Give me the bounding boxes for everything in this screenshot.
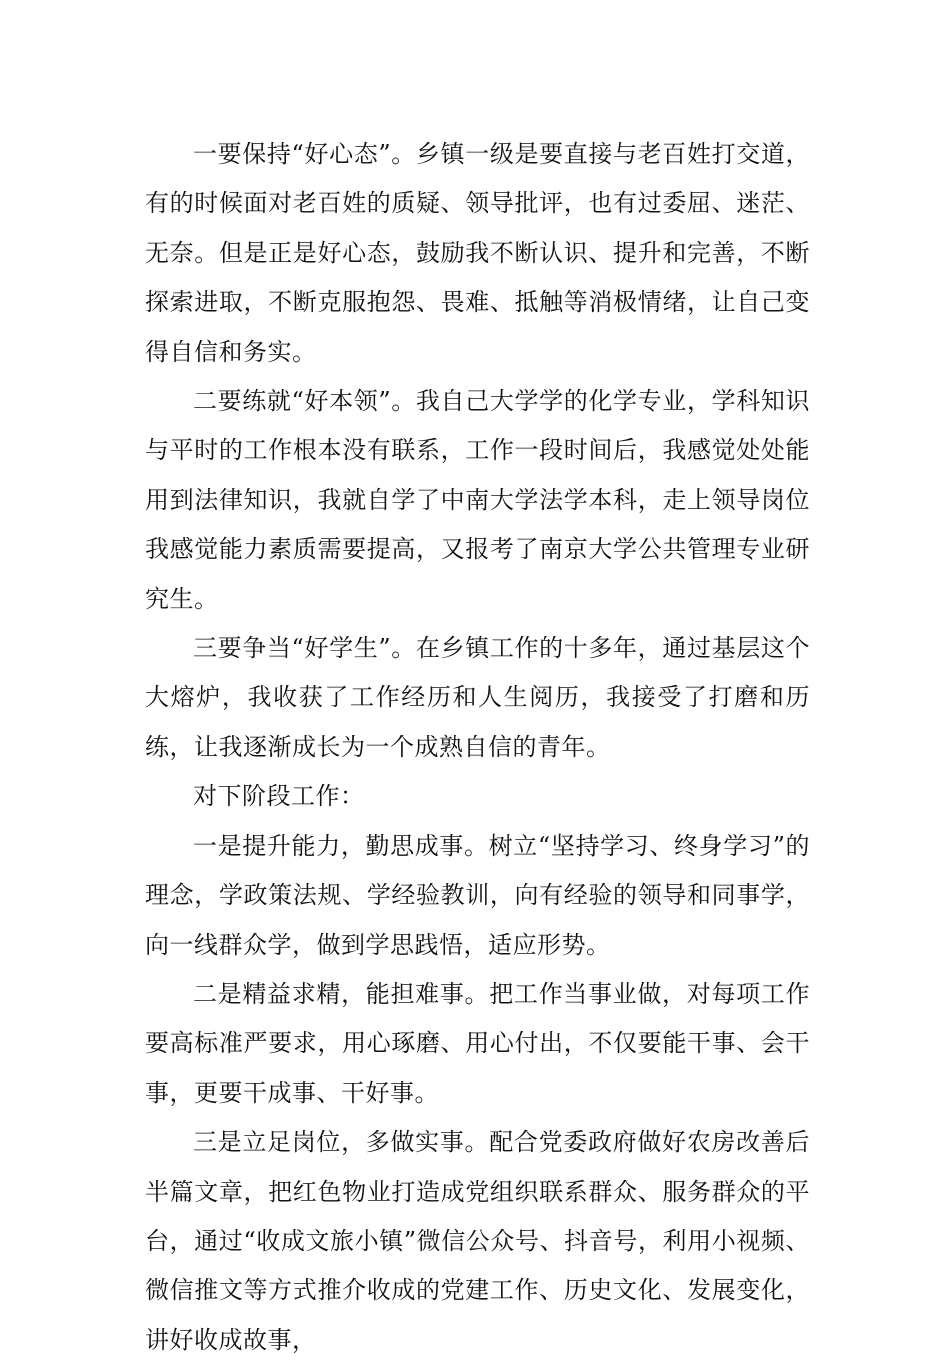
paragraph-improve-ability: 一是提升能力，勤思成事。树立“坚持学习、终身学习”的理念，学政策法规、学经验教训，向有经验的领导和同事学，向一线群众学，做到学思践悟，适应形势。 [145, 831, 810, 959]
paragraph-good-student: 三要争当“好学生”。在乡镇工作的十多年，通过基层这个大熔炉，我收获了工作经历和人生阅历，我接受了打磨和历练，让我逐渐成长为一个成熟自信的青年。 [145, 634, 810, 761]
paragraph-good-skills: 二要练就“好本领”。我自己大学学的化学专业，学科知识与平时的工作根本没有联系，工作一段时间后，我感觉处处能用到法律知识，我就自学了中南大学法学本科，走上领导岗位我感觉能力素质需要提高，又报考了南京大学公共管理专业研究生。 [145, 387, 810, 613]
paragraph-strive-excellence: 二是精益求精，能担难事。把工作当事业做，对每项工作要高标准严要求，用心琢磨、用心付出，不仅要能干事、会干事，更要干成事、干好事。 [145, 979, 810, 1107]
paragraph-next-stage-heading: 对下阶段工作： [193, 782, 365, 811]
paragraph-good-attitude: 一要保持“好心态”。乡镇一级是要直接与老百姓打交道，有的时候面对老百姓的质疑、领导批评，也有过委屈、迷茫、无奈。但是正是好心态，鼓励我不断认识、提升和完善，不断探索进取，不断克服抱怨、畏难、抵触等消极情绪，让自己变得自信和务实。 [145, 140, 810, 366]
document-body [145, 130, 810, 1365]
paragraph-practical-work: 三是立足岗位，多做实事。配合党委政府做好农房改善后半篇文章，把红色物业打造成党组织联系群众、服务群众的平台，通过“收成文旅小镇”微信公众号、抖音号，利用小视频、微信推文等方式推介收成的党建工作、历史文化、发展变化，讲好收成故事， [145, 1128, 810, 1354]
